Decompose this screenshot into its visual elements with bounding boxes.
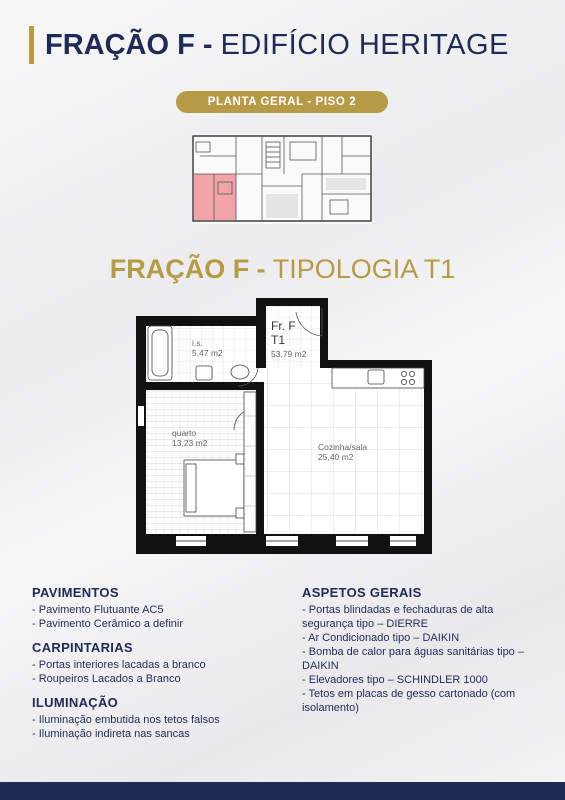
section-title-bold: FRAÇÃO F - bbox=[109, 254, 266, 284]
room-bathroom-name: i.s. bbox=[192, 338, 203, 348]
spec-item: - Ar Condicionado tipo – DAIKIN bbox=[302, 631, 542, 645]
specs-right-column bbox=[302, 585, 542, 724]
title-accent-bar bbox=[29, 26, 34, 64]
room-kitchen-name: Cozinha/sala bbox=[318, 442, 368, 452]
spec-item: - Tetos em placas de gesso cartonado (com isolamento) bbox=[302, 687, 542, 715]
spec-item: - Elevadores tipo – SCHINDLER 1000 bbox=[302, 673, 542, 687]
spec-list bbox=[302, 603, 542, 715]
spec-list bbox=[32, 603, 282, 631]
page-title-light: EDIFÍCIO HERITAGE bbox=[220, 29, 509, 61]
spec-heading: ASPETOS GERAIS bbox=[302, 585, 422, 600]
spec-item: - Bomba de calor para águas sanitárias tipo – DAIKIN bbox=[302, 645, 542, 673]
spec-item: - Pavimento Flutuante AC5 bbox=[32, 603, 282, 617]
specs-left-column bbox=[32, 585, 282, 750]
unit-floor-plan bbox=[136, 296, 432, 554]
section-title-light: TIPOLOGIA T1 bbox=[272, 254, 456, 284]
spec-item: - Iluminação embutida nos tetos falsos bbox=[32, 713, 282, 727]
spec-list bbox=[32, 713, 282, 741]
spec-heading: PAVIMENTOS bbox=[32, 585, 119, 600]
general-floor-plan bbox=[192, 134, 372, 224]
room-bedroom-name: quarto bbox=[172, 428, 197, 438]
room-bedroom-area: 13,23 m2 bbox=[172, 438, 208, 448]
unit-area: 53,79 m2 bbox=[271, 349, 307, 359]
room-bathroom-area: 5,47 m2 bbox=[192, 348, 223, 358]
section-title bbox=[0, 254, 565, 285]
spec-item: - Pavimento Cerâmico a definir bbox=[32, 617, 282, 631]
unit-label: Fr. F bbox=[271, 319, 296, 333]
spec-item: - Portas interiores lacadas a branco bbox=[32, 658, 282, 672]
spec-list bbox=[32, 658, 282, 686]
footer-bar bbox=[0, 782, 565, 800]
room-kitchen-area: 25,40 m2 bbox=[318, 452, 354, 462]
page-title-bold: FRAÇÃO F - bbox=[45, 29, 213, 61]
spec-heading: CARPINTARIAS bbox=[32, 640, 133, 655]
overview-label: PLANTA GERAL - PISO 2 bbox=[176, 91, 388, 113]
spec-item: - Iluminação indireta nas sancas bbox=[32, 727, 282, 741]
unit-f-highlight bbox=[194, 174, 236, 220]
spec-heading: ILUMINAÇÃO bbox=[32, 695, 119, 710]
page-title bbox=[45, 25, 509, 65]
spec-item: - Portas blindadas e fechaduras de alta segurança tipo – DIERRE bbox=[302, 603, 542, 631]
spec-item: - Roupeiros Lacados a Branco bbox=[32, 672, 282, 686]
unit-type: T1 bbox=[271, 333, 286, 347]
